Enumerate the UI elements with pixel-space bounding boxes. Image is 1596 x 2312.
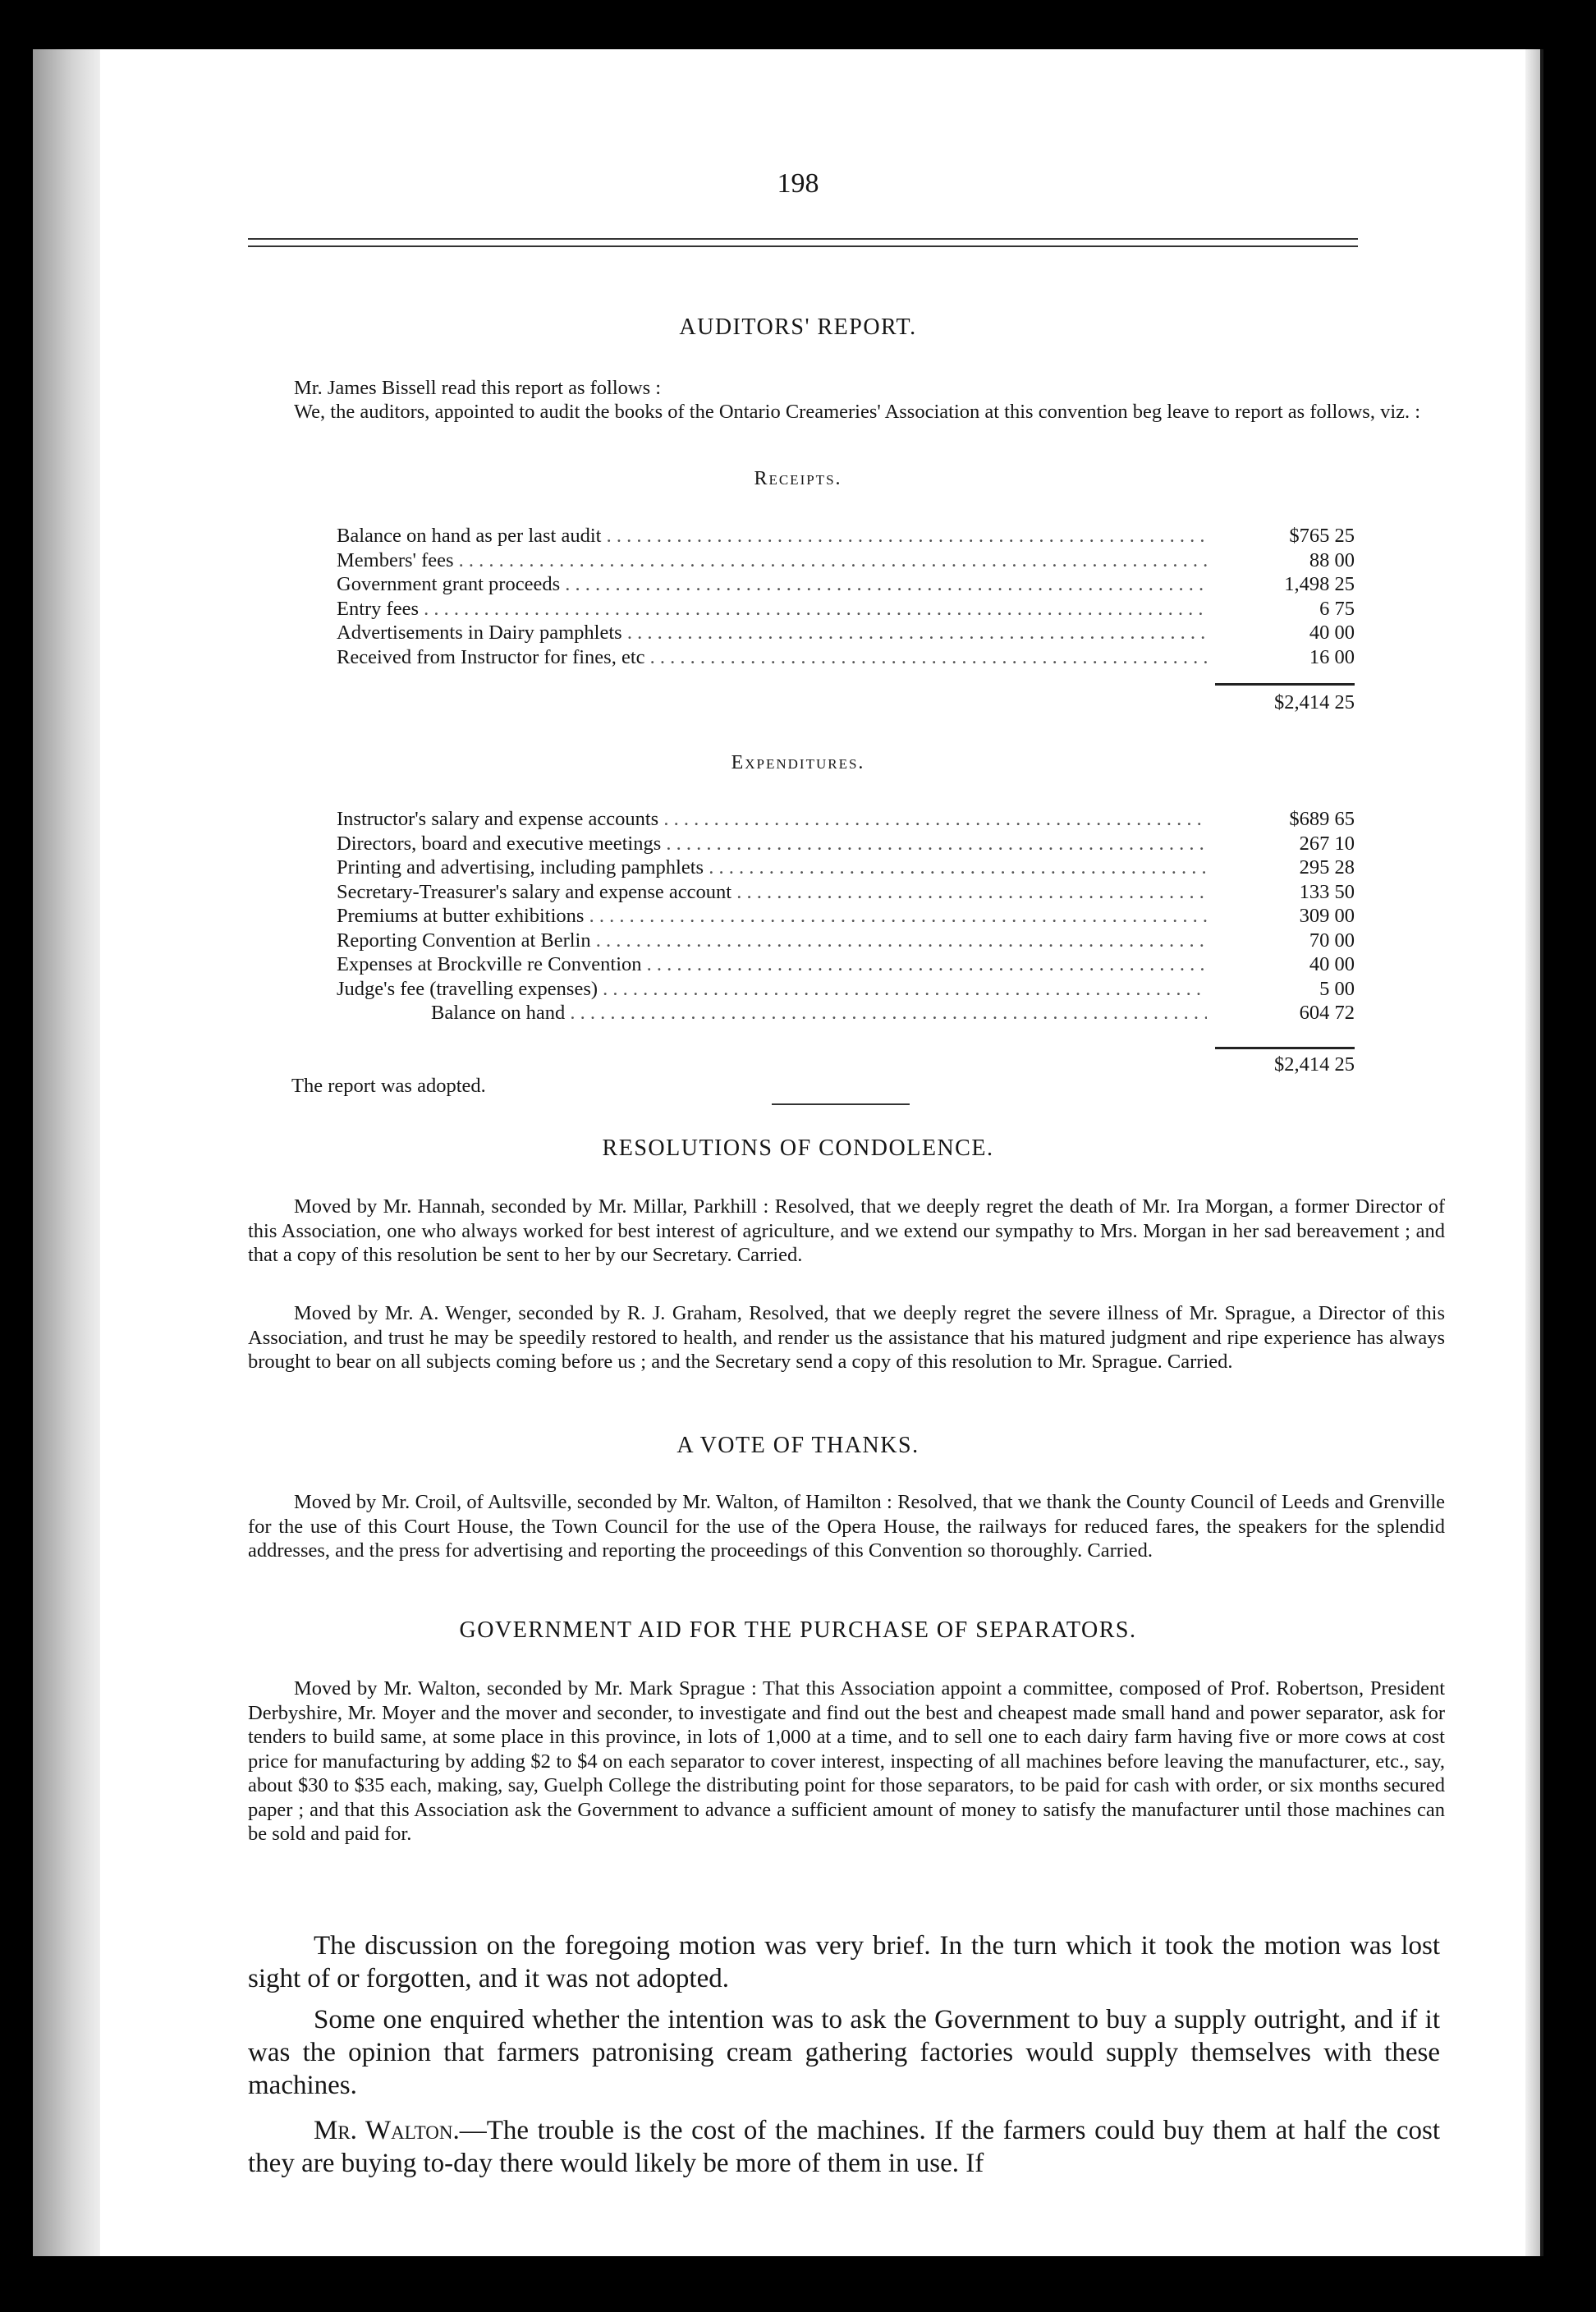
table-row: [337, 807, 1355, 832]
header-rule-top: [248, 238, 1358, 240]
table-row: [337, 548, 1355, 573]
expenditures-total: $2,414 25: [1274, 1053, 1355, 1076]
discussion-paragraph-3: [248, 2114, 1440, 2180]
expenditure-label: Balance on hand . . .: [337, 1001, 1207, 1025]
government-aid-paragraph: Moved by Mr. Walton, seconded by Mr. Mark Sprague : That this Association appoint a committee, composed of Prof. Robertson, President Derbyshire, Mr. Moyer and the mover and seconder, to investigate and find out the best and cheapest made small hand and power separator, ask for tenders to build same, at some place in this province, in lots of 1,000 at a time, and to sell one to each dairy farm having five or more cows at cost price for manufacturing by adding $2 to $4 on each separator to cover interest, inspecting of all machines before leaving the manufacturer, etc., say, about $30 to $35 each, making, say, Guelph College the distributing point for those separators, to be paid for cash with order, or six months secured paper ; and that this Association ask the Government to advance a sufficient amount of money to satisfy the manufacturer until those machines can be sold and paid for.: [248, 1677, 1445, 1845]
receipt-label: Members' fees . . .: [337, 548, 1207, 573]
receipt-amount: 6 75: [1231, 597, 1355, 622]
table-row: [337, 621, 1355, 645]
receipts-table: [337, 524, 1355, 669]
thanks-paragraph: Moved by Mr. Croil, of Aultsville, seconded by Mr. Walton, of Hamilton : Resolved, that we thank the County Council of Leeds and Grenville for the use of this Court House, the Town Council for the use of the Opera House, the railways for reduced fares, the speakers for the splendid addresses, and the press for advertising and reporting the proceedings of this Convention so thoroughly. Carried.: [248, 1491, 1445, 1562]
expenditure-label: Secretary-Treasurer's salary and expense account . . .: [337, 880, 1207, 905]
table-row: [337, 572, 1355, 597]
expenditure-label: Reporting Convention at Berlin . . .: [337, 929, 1207, 953]
discussion-paragraph-1: The discussion on the foregoing motion was very brief. In the turn which it took the motion was lost sight of or forgotten, and it was not adopted.: [248, 1931, 1440, 1993]
table-row: [337, 856, 1355, 880]
table-row: [337, 1001, 1355, 1025]
speaker-remarks: —The trouble is the cost of the machines. If the farmers could buy them at half the cost they are buying to-day there would likely be more of them in use. If: [248, 2116, 1440, 2178]
table-row: [337, 929, 1355, 953]
condolence-paragraph-1: Moved by Mr. Hannah, seconded by Mr. Millar, Parkhill : Resolved, that we deeply regret the death of Mr. Ira Morgan, a former Director of this Association, one who always worked for best interest of agriculture, and we extend our sympathy to Mrs. Morgan in her sad bereavement ; and that a copy of this resolution be sent to her by our Secretary. Carried.: [248, 1195, 1445, 1266]
expenditure-amount: 40 00: [1231, 952, 1355, 977]
report-adopted-text: The report was adopted.: [291, 1075, 486, 1097]
receipt-label: Government grant proceeds . . .: [337, 572, 1207, 597]
speaker-name: Mr. Walton.: [314, 2116, 460, 2145]
discussion-paragraph-2: Some one enquired whether the intention was to ask the Government to buy a supply outright, and if it was the opinion that farmers patronising cream gathering factories would supply themselves with these machines.: [248, 2005, 1440, 2100]
table-row: [337, 597, 1355, 622]
receipt-amount: 1,498 25: [1231, 572, 1355, 597]
receipts-total: $2,414 25: [1274, 691, 1355, 713]
expenditures-total-rule: [1215, 1047, 1355, 1049]
expenditure-amount: 133 50: [1231, 880, 1355, 905]
condolence-paragraph-2: Moved by Mr. A. Wenger, seconded by R. J. Graham, Resolved, that we deeply regret the severe illness of Mr. Sprague, a Director of this Association, and trust he may be speedily restored to health, and render us the assistance that his matured judgment and ripe experience has always brought to bear on all subjects coming before us ; and the Secretary send a copy of this resolution to Mr. Sprague. Carried.: [248, 1302, 1445, 1373]
expenditure-amount: 267 10: [1231, 832, 1355, 856]
expenditures-heading: Expenditures.: [731, 752, 865, 773]
receipt-label: Entry fees . . .: [337, 597, 1207, 622]
expenditure-label: Directors, board and executive meetings . . .: [337, 832, 1207, 856]
auditors-intro-paragraph: We, the auditors, appointed to audit the books of the Ontario Creameries' Association at this convention beg leave to report as follows, viz. :: [294, 401, 1421, 423]
section-divider: [772, 1103, 910, 1105]
receipt-amount: 40 00: [1231, 621, 1355, 645]
table-row: [337, 645, 1355, 670]
scan-edge-bottom: [0, 2256, 1596, 2312]
table-row: [337, 904, 1355, 929]
expenditure-amount: 295 28: [1231, 856, 1355, 880]
receipts-total-rule: [1215, 683, 1355, 686]
receipt-label: Balance on hand as per last audit . . .: [337, 524, 1207, 548]
expenditure-label: Expenses at Brockville re Convention . . .: [337, 952, 1207, 977]
expenditure-amount: 70 00: [1231, 929, 1355, 953]
auditors-report-heading: AUDITORS' REPORT.: [679, 314, 917, 340]
expenditure-amount: 5 00: [1231, 977, 1355, 1002]
expenditure-amount: 309 00: [1231, 904, 1355, 929]
receipt-amount: $765 25: [1231, 524, 1355, 548]
expenditure-amount: $689 65: [1231, 807, 1355, 832]
expenditure-amount: 604 72: [1231, 1001, 1355, 1025]
receipt-label: Received from Instructor for fines, etc . . .: [337, 645, 1207, 670]
scan-edge-top: [0, 0, 1596, 49]
table-row: [337, 952, 1355, 977]
table-row: [337, 977, 1355, 1002]
condolence-heading: RESOLUTIONS OF CONDOLENCE.: [602, 1135, 994, 1161]
thanks-heading: A VOTE OF THANKS.: [676, 1433, 920, 1458]
expenditure-label: Judge's fee (travelling expenses) . . .: [337, 977, 1207, 1002]
auditors-intro-line: Mr. James Bissell read this report as follows :: [294, 377, 662, 399]
receipt-label: Advertisements in Dairy pamphlets . . .: [337, 621, 1207, 645]
header-rule-bottom: [248, 245, 1358, 247]
receipts-heading: Receipts.: [754, 468, 842, 489]
expenditure-label: Printing and advertising, including pamphlets . . .: [337, 856, 1207, 880]
table-row: [337, 832, 1355, 856]
table-row: [337, 880, 1355, 905]
expenditures-table: [337, 807, 1355, 1025]
government-aid-heading: GOVERNMENT AID FOR THE PURCHASE OF SEPARATORS.: [459, 1617, 1137, 1643]
table-row: [337, 524, 1355, 548]
expenditure-label: Instructor's salary and expense accounts . . .: [337, 807, 1207, 832]
receipt-amount: 88 00: [1231, 548, 1355, 573]
receipt-amount: 16 00: [1231, 645, 1355, 670]
page-number: 198: [777, 168, 819, 199]
expenditure-label: Premiums at butter exhibitions . . .: [337, 904, 1207, 929]
